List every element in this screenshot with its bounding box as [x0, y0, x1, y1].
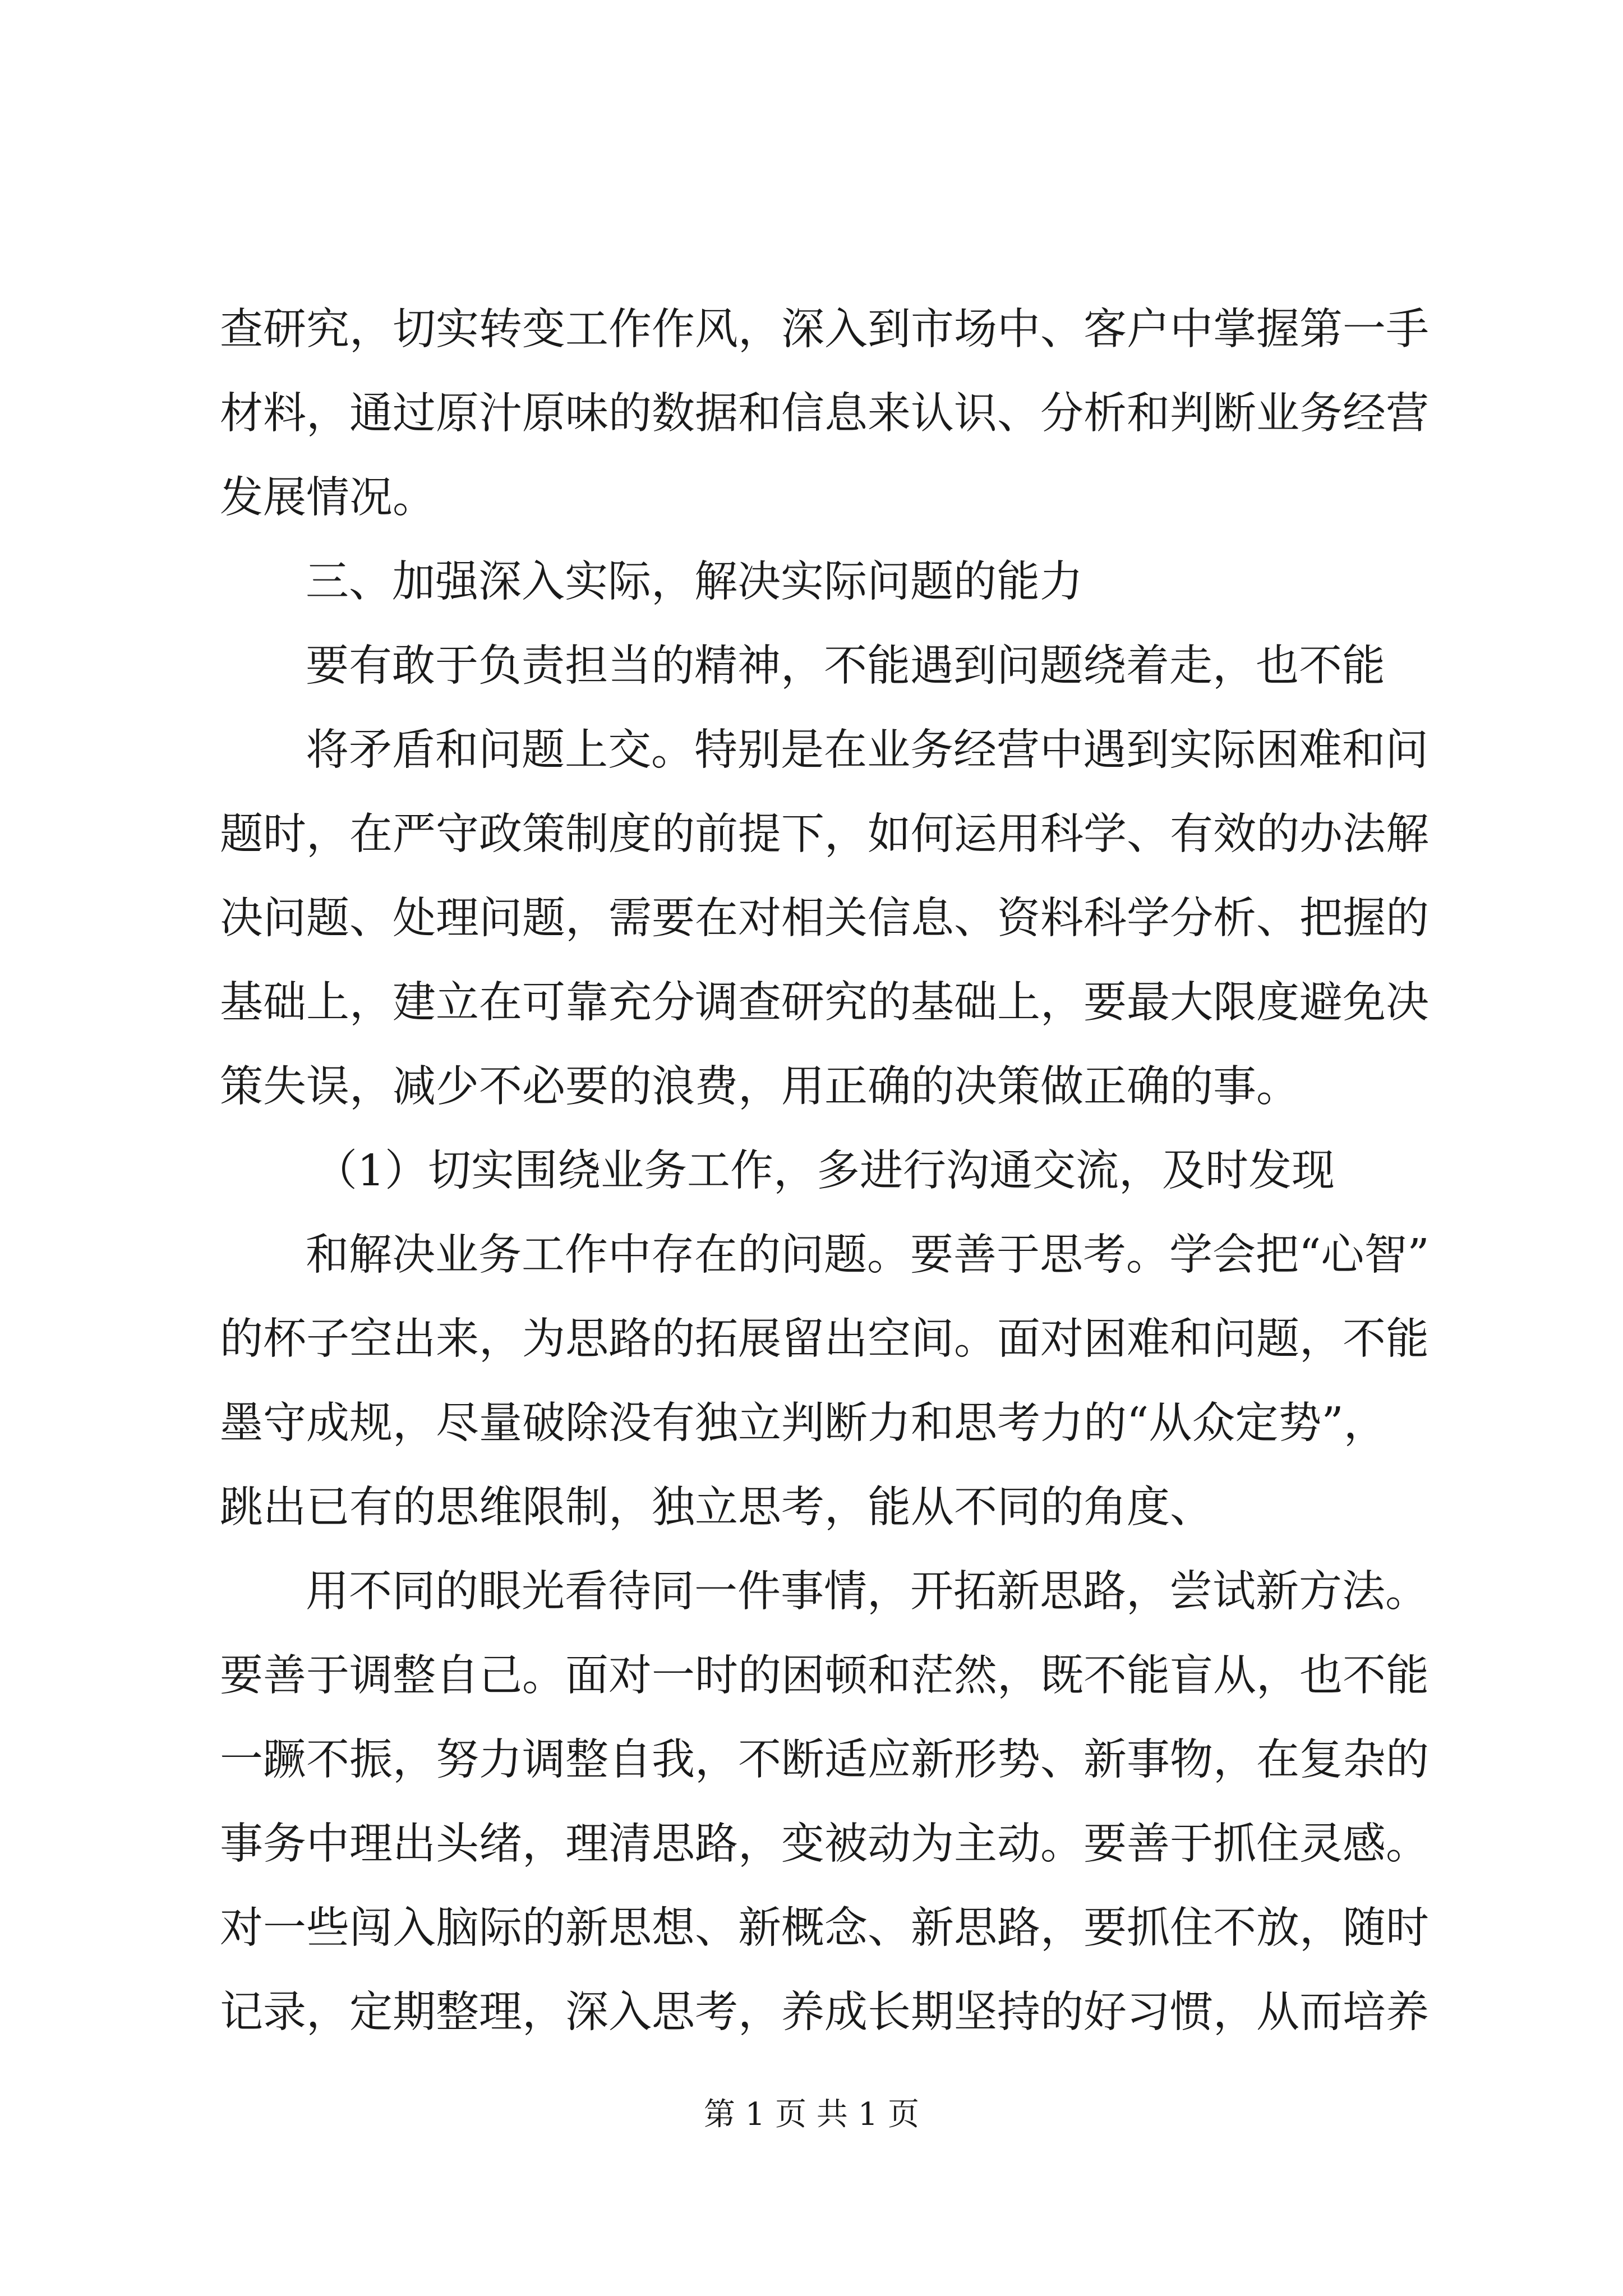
- text-line-19: 事务中理出头绪，理清思路，变被动为主动。要善于抓住灵感。: [220, 1819, 1429, 1869]
- text-line-17: 要善于调整自己。面对一时的困顿和茫然，既不能盲从，也不能: [220, 1651, 1429, 1701]
- text-line-12: 和解决业务工作中存在的问题。要善于思考。学会把“心智”: [306, 1230, 1430, 1280]
- text-line-13: 的杯子空出来，为思路的拓展留出空间。面对困难和问题，不能: [220, 1314, 1429, 1364]
- numbered-item-1: （1）切实围绕业务工作，多进行沟通交流，及时发现: [314, 1146, 1335, 1196]
- text-line-7: 题时，在严守政策制度的前提下，如何运用科学、有效的办法解: [220, 809, 1429, 859]
- text-line-10: 策失误，减少不必要的浪费，用正确的决策做正确的事。: [220, 1062, 1299, 1112]
- text-line-5: 要有敢于负责担当的精神，不能遇到问题绕着走，也不能: [306, 641, 1385, 691]
- text-line-8: 决问题、处理问题，需要在对相关信息、资料科学分析、把握的: [220, 894, 1429, 944]
- text-line-9: 基础上，建立在可靠充分调查研究的基础上，要最大限度避免决: [220, 978, 1429, 1028]
- text-line-20: 对一些闯入脑际的新思想、新概念、新思路，要抓住不放，随时: [220, 1903, 1429, 1953]
- text-line-15: 跳出已有的思维限制，独立思考，能从不同的角度、: [220, 1483, 1213, 1533]
- text-line-14: 墨守成规，尽量破除没有独立判断力和思考力的“从众定势”，: [220, 1398, 1387, 1448]
- text-line-1: 查研究，切实转变工作作风，深入到市场中、客户中掌握第一手: [220, 305, 1429, 355]
- text-line-21: 记录，定期整理，深入思考，养成长期坚持的好习惯，从而培养: [220, 1987, 1429, 2037]
- page-footer: 第 1 页 共 1 页: [703, 2096, 920, 2133]
- section-heading: 三、加强深入实际，解决实际问题的能力: [306, 557, 1083, 607]
- text-line-3: 发展情况。: [220, 473, 436, 523]
- text-line-2: 材料，通过原汁原味的数据和信息来认识、分析和判断业务经营: [220, 389, 1429, 439]
- text-line-16: 用不同的眼光看待同一件事情，开拓新思路，尝试新方法。: [306, 1567, 1428, 1617]
- text-line-6: 将矛盾和问题上交。特别是在业务经营中遇到实际困难和问: [306, 725, 1428, 775]
- text-line-18: 一蹶不振，努力调整自我，不断适应新形势、新事物，在复杂的: [220, 1735, 1429, 1785]
